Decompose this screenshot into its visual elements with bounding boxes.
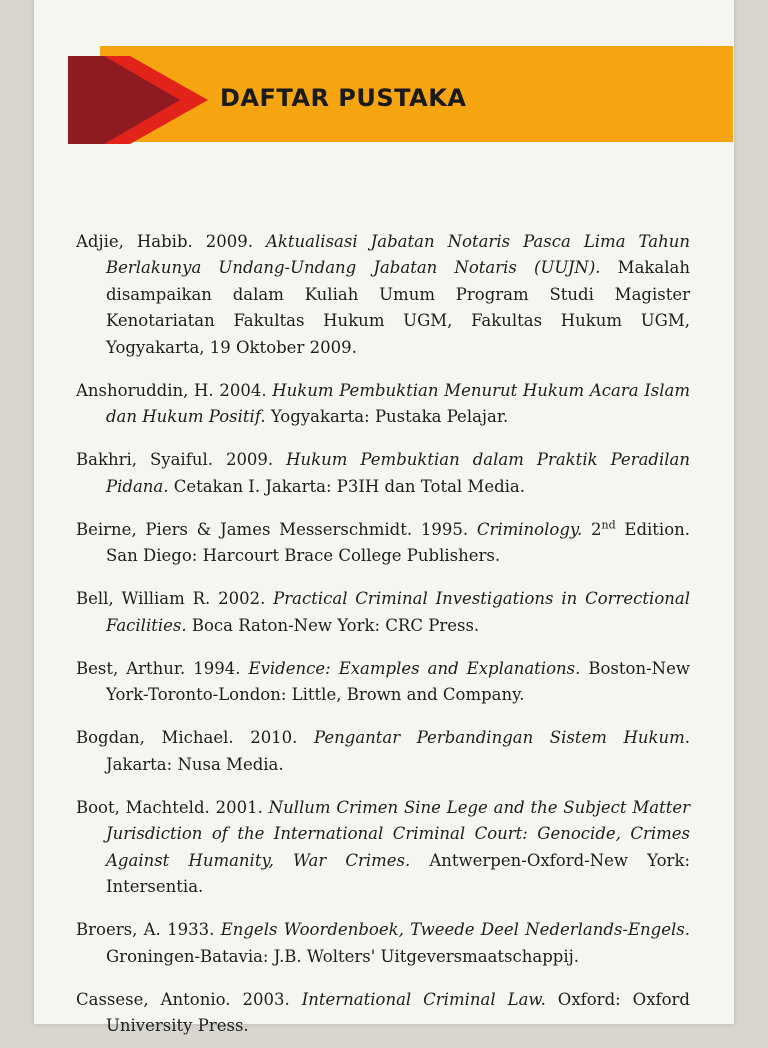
reference-title: Nullum Crimen Sine Lege and the Subject Matter Jurisdiction of the International Criminal Court: Genocide, Crimes Against Humanity, War Crimes.	[106, 797, 690, 870]
reference-title: Criminology.	[476, 519, 583, 539]
reference-publisher: Cetakan I. Jakarta: P3IH dan Total Media.	[168, 476, 526, 496]
reference-title: Evidence: Examples and Explanations.	[248, 658, 581, 678]
edition-superscript: nd	[601, 518, 616, 531]
reference-title: Hukum Pembuktian Menurut Hukum Acara Islam dan Hukum Positif.	[106, 380, 690, 426]
reference-title: Aktualisasi Jabatan Notaris Pasca Lima Tahun Berlakunya Undang-Undang Jabatan Notaris (UUJN).	[106, 231, 690, 277]
reference-title: Pengantar Perbandingan Sistem Hukum.	[314, 728, 690, 747]
reference-publisher: Boca Raton-New York: CRC Press.	[186, 615, 480, 635]
reference-publisher: Yogyakarta: Pustaka Pelajar.	[265, 407, 509, 426]
reference-item	[76, 586, 690, 639]
reference-title: International Criminal Law.	[301, 989, 546, 1009]
reference-publisher: Groningen-Batavia: J.B. Wolters' Uitgeversmaatschappij.	[106, 946, 579, 966]
reference-publisher: Makalah disampaikan dalam Kuliah Umum Program Studi Magister Kenotariatan Fakultas Hukum UGM, Fakultas Hukum UGM, Yogyakarta, 19 Oktober 2009.	[106, 258, 690, 357]
reference-item	[76, 795, 690, 901]
reference-item	[76, 447, 690, 500]
reference-author: Bogdan, Michael. 2010.	[76, 728, 314, 747]
reference-author: Broers, A. 1933.	[76, 920, 221, 939]
reference-author: Cassese, Antonio. 2003.	[76, 989, 302, 1009]
chevron-arrow-icon	[68, 56, 208, 144]
page-title: DAFTAR PUSTAKA	[220, 84, 467, 112]
reference-publisher: Edition. San Diego: Harcourt Brace College Publishers.	[106, 519, 690, 565]
reference-item	[76, 517, 690, 570]
reference-publisher: Jakarta: Nusa Media.	[106, 754, 284, 774]
reference-item	[76, 378, 690, 431]
reference-publisher: Boston-New York-Toronto-London: Little, Brown and Company.	[106, 658, 690, 704]
reference-author: Boot, Machteld. 2001.	[76, 797, 269, 817]
reference-author: Anshoruddin, H. 2004.	[76, 380, 273, 400]
reference-author: Bakhri, Syaiful. 2009.	[76, 450, 287, 469]
reference-author: Beirne, Piers & James Messerschmidt. 1995.	[76, 519, 477, 539]
reference-item	[76, 229, 690, 362]
reference-author: Bell, William R. 2002.	[76, 589, 274, 608]
reference-title: Practical Criminal Investigations in Correctional Facilities.	[106, 589, 690, 635]
reference-item	[76, 917, 690, 970]
reference-list	[76, 212, 690, 1048]
reference-title: Hukum Pembuktian dalam Praktik Peradilan Pidana.	[106, 450, 690, 496]
reference-item	[76, 725, 690, 778]
reference-publisher: Oxford: Oxford University Press.	[106, 989, 690, 1035]
reference-edition: 2	[582, 519, 602, 539]
reference-author: Best, Arthur. 1994.	[76, 658, 249, 678]
reference-item	[76, 987, 690, 1040]
reference-title: Engels Woordenboek, Tweede Deel Nederlands-Engels.	[220, 920, 690, 939]
reference-author: Adjie, Habib. 2009.	[76, 231, 267, 251]
reference-publisher: Antwerpen-Oxford-New York: Intersentia.	[106, 850, 690, 896]
reference-item	[76, 656, 690, 709]
